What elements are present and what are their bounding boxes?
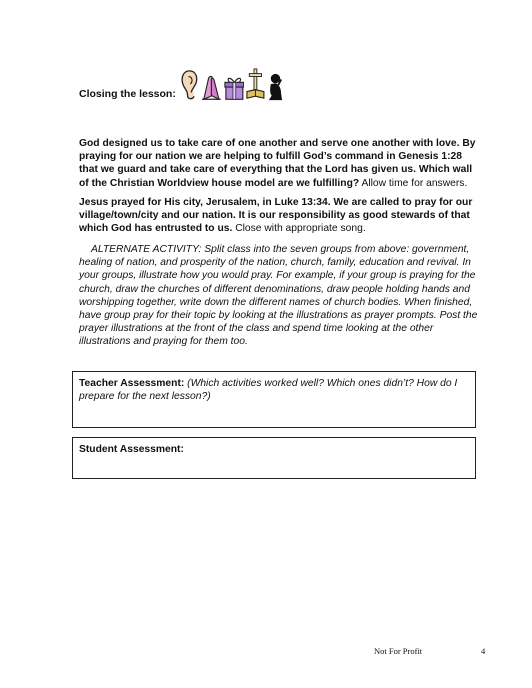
alternate-activity-text: ALTERNATE ACTIVITY: Split class into the seven groups from above: government, healing of nation, and prosperity of the nation, church, family, education and revival. In your groups, illustrate how you would pray. For example, if your group is praying for the church, draw the churches of different denominations, draw people holding hands and worshipping together, write down the different names of church bodies. When finished, have group pray for their topic by looking at the illustrations as prayer prompts. Post the prayer illustrations at the front of the class and spend time looking at the other illustrations and praying for them too. [79, 244, 478, 348]
paragraph-stewardship-bold: God designed us to take care of one another and serve one another with love. By praying for our nation we are helping to fulfill God’s command in Genesis 1:28 that we guard and take care of everything that the Lord has given us. Which wall of the Christian Worldview house model are we fulfilling? [79, 138, 476, 189]
paragraph-stewardship [79, 137, 479, 190]
teacher-assessment-box[interactable] [72, 371, 476, 428]
paragraph-jesus-prayed-bold: Jesus prayed for His city, Jerusalem, in Luke 13:34. We are called to pray for our village/town/city and our nation. It is our responsibility as good stewards of that which God has entrusted to us. [79, 197, 473, 235]
student-assessment-label: Student Assessment: [79, 444, 184, 455]
closing-heading: Closing the lesson: [79, 88, 176, 100]
student-assessment-box[interactable] [72, 437, 476, 479]
praying-hands-icon [201, 72, 222, 102]
kneeling-child-icon [267, 72, 284, 102]
closing-icons [180, 66, 284, 102]
gift-icon [224, 74, 245, 102]
page-number: 4 [481, 646, 486, 656]
paragraph-stewardship-instruction: Allow time for answers. [359, 177, 468, 189]
footer-text: Not For Profit [374, 646, 423, 656]
cross-bible-icon [246, 66, 265, 102]
alternate-activity [79, 243, 484, 349]
ear-icon [180, 68, 199, 102]
teacher-assessment-label: Teacher Assessment: [79, 378, 185, 389]
teacher-assessment-prompt: (Which activities worked well? Which ones didn’t? How do I prepare for the next lesson?) [79, 378, 458, 403]
paragraph-jesus-prayed-instruction: Close with appropriate song. [232, 223, 366, 235]
paragraph-jesus-prayed [79, 196, 479, 236]
